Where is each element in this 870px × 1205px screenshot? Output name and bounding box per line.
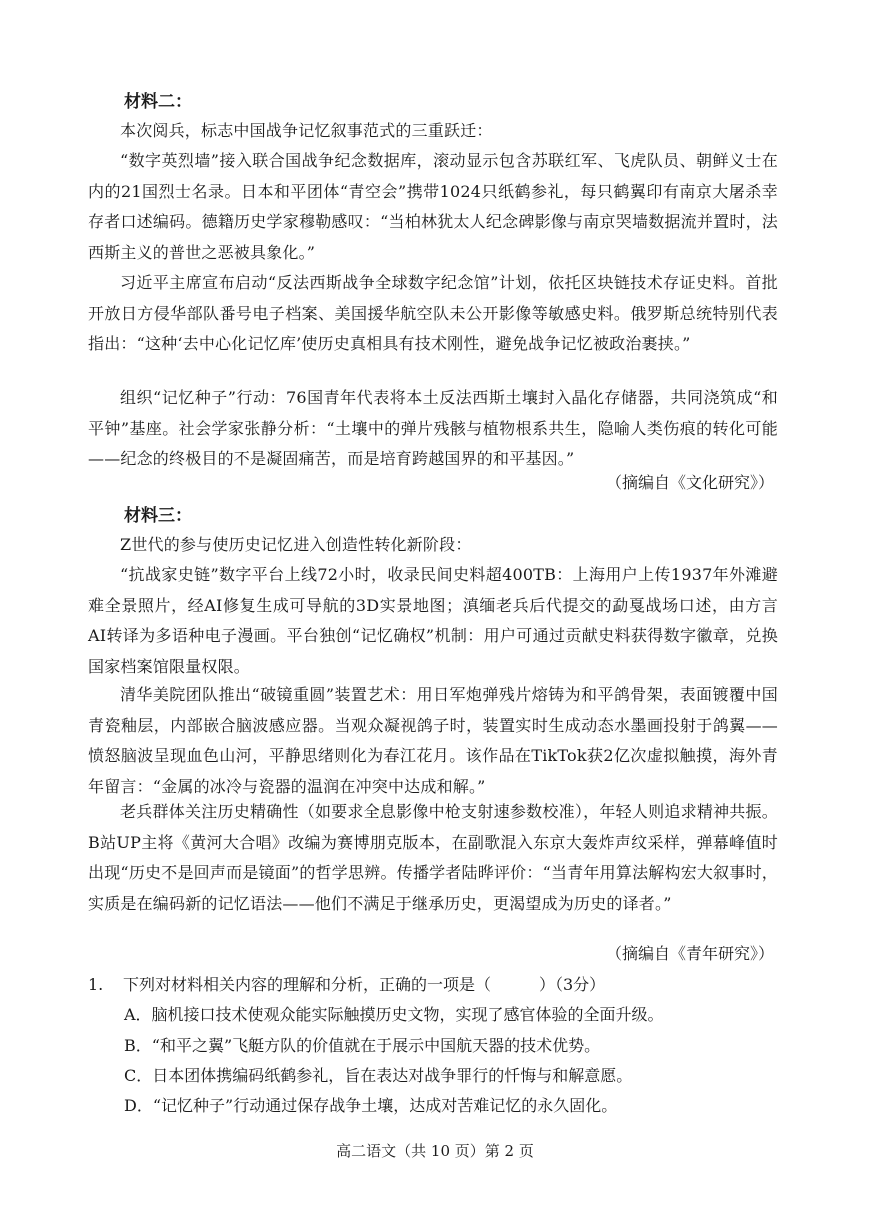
material-3-heading: 材料三： <box>124 506 192 526</box>
material-2-heading: 材料二： <box>124 92 192 112</box>
option-d: D．“记忆种子”行动通过保存战争土壤，达成对苦难记忆的永久固化。 <box>124 1096 618 1115</box>
option-a: A．脑机接口技术使观众能实际触摸历史文物，实现了感官体验的全面升级。 <box>124 1005 664 1024</box>
question-stem: 下列对材料相关内容的理解和分析，正确的一项是（ ）（3分） <box>123 975 606 994</box>
material-3-paragraph-3: 老兵群体关注历史精确性（如要求全息影像中枪支射速参数校准），年轻人则追求精神共振。B站UP主将《黄河大合唱》改编为赛博朋克版本，在副歌混入东京大轰炸声纹采样，弹幕峰值时出现“历史不是回声而是镜面”的哲学思辨。传播学者陆晔评价：“当青年用算法解构宏大叙事时，实质是在编码新的记忆语法——他们不满足于继承历史，更渴望成为历史的译者。” <box>88 802 778 913</box>
question-number: 1. <box>88 975 104 994</box>
material-2-paragraph-2: 习近平主席宣布启动“反法西斯战争全球数字纪念馆”计划，依托区块链技术存证史料。首批开放日方侵华部队番号电子档案、美国援华航空队未公开影像等敏感史料。俄罗斯总统特别代表指出：“这种‘去中心化记忆库’使历史真相具有技术刚性，避免战争记忆被政治裹挟。” <box>88 273 778 353</box>
material-3-paragraph-2: 清华美院团队推出“破镜重圆”装置艺术：用日军炮弹残片熔铸为和平鸽骨架，表面镀覆中国青瓷釉层，内部嵌合脑波感应器。当观众凝视鸽子时，装置实时生成动态水墨画投射于鸽翼——愤怒脑波呈现血色山河，平静思绪则化为春江花月。该作品在TikTok获2亿次虚拟触摸，海外青年留言：“金属的冰冷与瓷器的温润在冲突中达成和解。” <box>88 685 778 796</box>
page-footer: 高二语文（共 10 页）第 2 页 <box>336 1142 534 1160</box>
option-b: B．“和平之翼”飞艇方队的价值就在于展示中国航天器的技术优势。 <box>124 1036 601 1055</box>
material-2-paragraph-3: 组织“记忆种子”行动：76国青年代表将本土反法西斯土壤封入晶化存储器，共同浇筑成“和平钟”基座。社会学家张静分析：“土壤中的弹片残骸与植物根系共生，隐喻人类伤痕的转化可能——纪念的终极目的不是凝固痛苦，而是培育跨越国界的和平基因。” <box>88 388 778 468</box>
option-c: C．日本团体携编码纸鹤参礼，旨在表达对战争罪行的忏悔与和解意愿。 <box>124 1066 633 1085</box>
material-3-source: （摘编自《青年研究》） <box>605 944 774 963</box>
material-3-intro: Z世代的参与使历史记忆进入创造性转化新阶段： <box>120 535 472 554</box>
material-2-paragraph-1: “数字英烈墙”接入联合国战争纪念数据库，滚动显示包含苏联红军、飞虎队员、朝鲜义士在内的21国烈士名录。日本和平团体“青空会”携带1024只纸鹤参礼，每只鹤翼印有南京大屠杀幸存者口述编码。德籍历史学家穆勒感叹：“当柏林犹太人纪念碑影像与南京哭墙数据流并置时，法西斯主义的普世之恶被具象化。” <box>88 151 778 262</box>
material-3-paragraph-1: “抗战家史链”数字平台上线72小时，收录民间史料超400TB：上海用户上传1937年外滩避难全景照片，经AI修复生成可导航的3D实景地图；滇缅老兵后代提交的勐戛战场口述，由方言AI转译为多语种电子漫画。平台独创“记忆确权”机制：用户可通过贡献史料获得数字徽章，兑换国家档案馆限量权限。 <box>88 565 778 676</box>
material-2-source: （摘编自《文化研究》） <box>605 473 774 492</box>
material-2-intro: 本次阅兵，标志中国战争记忆叙事范式的三重跃迁： <box>120 121 493 140</box>
